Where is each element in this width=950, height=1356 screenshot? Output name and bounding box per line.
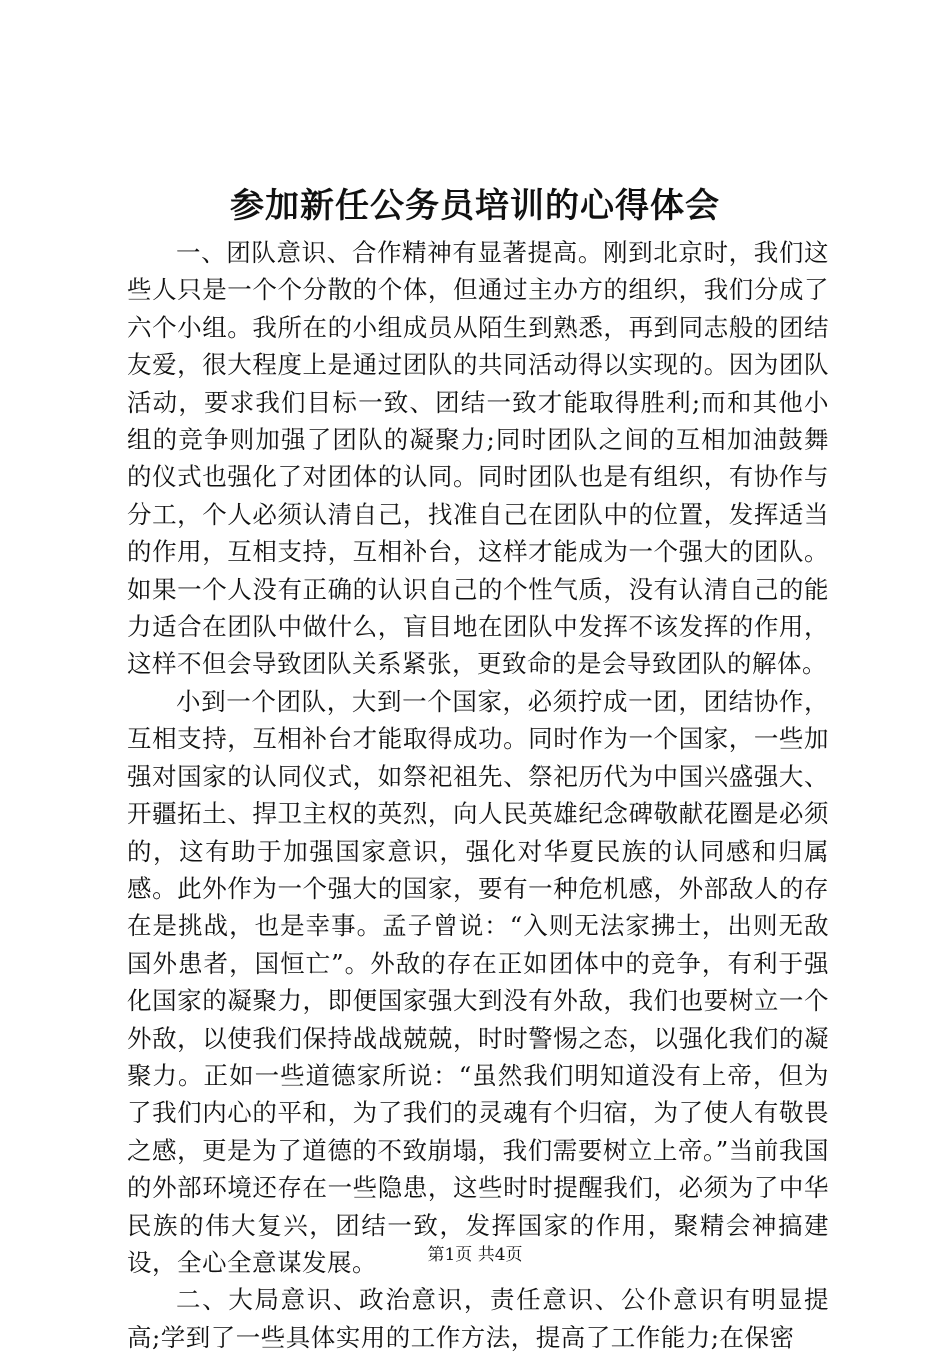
paragraph-3: 二、大局意识、政治意识，责任意识、公仆意识有明显提高;学到了一些具体实用的工作方法，提高了工作能力;在保密 bbox=[127, 1285, 829, 1352]
paragraph-2: 小到一个团队，大到一个国家，必须拧成一团，团结协作，互相支持，互相补台才能取得成功。同时作为一个国家，一些加强对国家的认同仪式，如祭祀祖先、祭祀历代为中国兴盛强大、开疆拓土、捍卫主权的英烈，向人民英雄纪念碑敬献花圈是必须的，这有助于加强国家意识，强化对华夏民族的认同感和归属感。此外作为一个强大的国家，要有一种危机感，外部敌人的存在是挑战，也是幸事。孟子曾说：“入则无法家拂士，出则无敌国外患者，国恒亡”。外敌的存在正如团体中的竞争，有利于强化国家的凝聚力，即便国家强大到没有外敌，我们也要树立一个外敌，以使我们保持战战兢兢，时时警惕之态，以强化我们的凝聚力。正如一些道德家所说：“虽然我们明知道没有上帝，但为了我们内心的平和，为了我们的灵魂有个归宿，为了使人有敬畏之感，更是为了道德的不致崩塌，我们需要树立上帝。”当前我国的外部环境还存在一些隐患，这些时时提醒我们，必须为了中华民族的伟大复兴，团结一致，发挥国家的作用，聚精会神搞建设，全心全意谋发展。 bbox=[127, 686, 829, 1277]
page-footer bbox=[0, 1243, 950, 1267]
page-number-label: 第1页 共4页 bbox=[427, 1245, 523, 1265]
document-title: 参加新任公务员培训的心得体会 bbox=[230, 186, 720, 226]
document-body bbox=[127, 234, 829, 1356]
paragraph-1: 一、团队意识、合作精神有显著提高。刚到北京时，我们这些人只是一个个分散的个体，但通过主办方的组织，我们分成了六个小组。我所在的小组成员从陌生到熟悉，再到同志般的团结友爱，很大程度上是通过团队的共同活动得以实现的。因为团队活动，要求我们目标一致、团结一致才能取得胜利;而和其他小组的竞争则加强了团队的凝聚力;同时团队之间的互相加油鼓舞的仪式也强化了对团体的认同。同时团队也是有组织，有协作与分工，个人必须认清自己，找准自己在团队中的位置，发挥适当的作用，互相支持，互相补台，这样才能成为一个强大的团队。如果一个人没有正确的认识自己的个性气质，没有认清自己的能力适合在团队中做什么，盲目地在团队中发挥不该发挥的作用，这样不但会导致团队关系紧张，更致命的是会导致团队的解体。 bbox=[127, 238, 829, 679]
